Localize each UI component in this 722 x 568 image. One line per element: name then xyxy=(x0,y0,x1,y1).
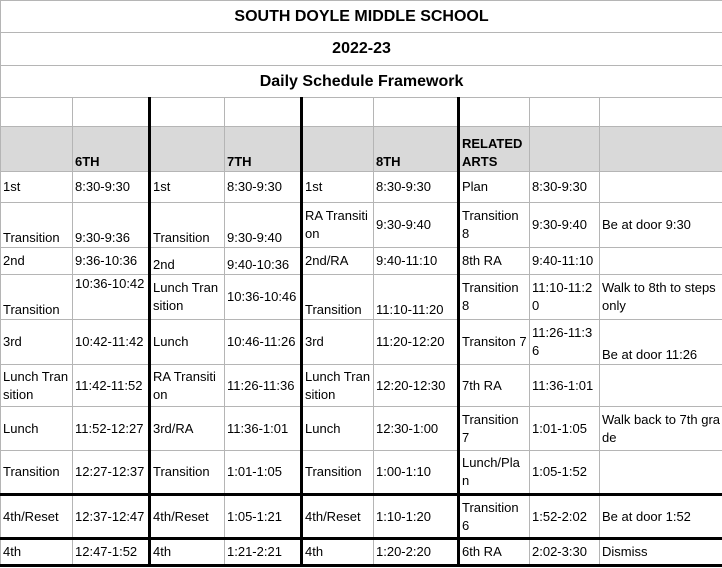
cell-7th-time: 8:30-9:30 xyxy=(225,172,302,203)
cell-7th-period: Transition xyxy=(150,451,225,495)
cell-8th-period: 1st xyxy=(302,172,374,203)
cell-ra-note xyxy=(600,451,722,495)
cell-ra-time: 9:30-9:40 xyxy=(530,203,600,248)
cell-7th-time: 11:36-1:01 xyxy=(225,407,302,451)
cell-7th-period: Lunch xyxy=(150,320,225,365)
cell-6th-time: 9:36-10:36 xyxy=(73,248,150,275)
cell-ra-period: Transition 8 xyxy=(459,203,530,248)
cell-7th-time: 1:05-1:21 xyxy=(225,495,302,539)
cell-ra-period: 8th RA xyxy=(459,248,530,275)
table-row xyxy=(1,365,722,407)
header-8th: 8TH xyxy=(374,127,459,172)
table-row xyxy=(1,495,722,539)
cell-ra-time: 1:52-2:02 xyxy=(530,495,600,539)
cell-7th-period: 2nd xyxy=(150,248,225,275)
cell-8th-time: 9:30-9:40 xyxy=(374,203,459,248)
cell-ra-period: Plan xyxy=(459,172,530,203)
cell-6th-time: 9:30-9:36 xyxy=(73,203,150,248)
table-row xyxy=(1,539,722,566)
cell-6th-period: Transition xyxy=(1,203,73,248)
cell-ra-time: 8:30-9:30 xyxy=(530,172,600,203)
schedule-title: Daily Schedule Framework xyxy=(1,66,722,98)
cell-8th-time: 12:30-1:00 xyxy=(374,407,459,451)
table-row xyxy=(1,172,722,203)
cell-8th-period: 3rd xyxy=(302,320,374,365)
cell-ra-note xyxy=(600,248,722,275)
cell-6th-time: 10:42-11:42 xyxy=(73,320,150,365)
header-row xyxy=(1,127,722,172)
cell-ra-note xyxy=(600,172,722,203)
cell-6th-time: 11:52-12:27 xyxy=(73,407,150,451)
cell-ra-time: 2:02-3:30 xyxy=(530,539,600,566)
cell-7th-period: 4th xyxy=(150,539,225,566)
cell-8th-time: 1:10-1:20 xyxy=(374,495,459,539)
cell-8th-time: 8:30-9:30 xyxy=(374,172,459,203)
table-row xyxy=(1,407,722,451)
cell-7th-time: 1:01-1:05 xyxy=(225,451,302,495)
cell-7th-period: Lunch Transition xyxy=(150,275,225,320)
cell-7th-time: 10:36-10:46 xyxy=(225,275,302,320)
cell-ra-note: Dismiss xyxy=(600,539,722,566)
cell-6th-time: 11:42-11:52 xyxy=(73,365,150,407)
cell-6th-time: 12:37-12:47 xyxy=(73,495,150,539)
cell-7th-time: 11:26-11:36 xyxy=(225,365,302,407)
cell-6th-period: Lunch xyxy=(1,407,73,451)
cell-8th-period: Transition xyxy=(302,451,374,495)
cell-ra-period: Lunch/Plan xyxy=(459,451,530,495)
cell-7th-period: 1st xyxy=(150,172,225,203)
cell-8th-period: RA Transition xyxy=(302,203,374,248)
table-row xyxy=(1,451,722,495)
cell-ra-time: 1:01-1:05 xyxy=(530,407,600,451)
cell-8th-time: 11:10-11:20 xyxy=(374,275,459,320)
cell-6th-period: 4th/Reset xyxy=(1,495,73,539)
cell-ra-time: 11:36-1:01 xyxy=(530,365,600,407)
cell-8th-time: 1:20-2:20 xyxy=(374,539,459,566)
cell-ra-period: Transition 6 xyxy=(459,495,530,539)
cell-7th-period: RA Transition xyxy=(150,365,225,407)
header-6th: 6TH xyxy=(73,127,150,172)
cell-ra-note: Walk to 8th to steps only xyxy=(600,275,722,320)
cell-ra-time: 1:05-1:52 xyxy=(530,451,600,495)
cell-8th-time: 9:40-11:10 xyxy=(374,248,459,275)
cell-7th-period: 4th/Reset xyxy=(150,495,225,539)
cell-ra-period: 6th RA xyxy=(459,539,530,566)
schedule-body xyxy=(1,172,722,566)
cell-ra-period: Transiton 7 xyxy=(459,320,530,365)
cell-6th-time: 8:30-9:30 xyxy=(73,172,150,203)
header-related-arts: RELATED ARTS xyxy=(459,127,530,172)
cell-ra-note xyxy=(600,365,722,407)
cell-ra-period: 7th RA xyxy=(459,365,530,407)
cell-7th-period: Transition xyxy=(150,203,225,248)
cell-8th-period: 4th/Reset xyxy=(302,495,374,539)
school-year: 2022-23 xyxy=(1,33,722,66)
table-row xyxy=(1,320,722,365)
table-row xyxy=(1,275,722,320)
cell-8th-period: 4th xyxy=(302,539,374,566)
header-7th: 7TH xyxy=(225,127,302,172)
cell-ra-note: Walk back to 7th grade xyxy=(600,407,722,451)
cell-6th-period: Lunch Transition xyxy=(1,365,73,407)
cell-8th-period: 2nd/RA xyxy=(302,248,374,275)
cell-7th-time: 9:30-9:40 xyxy=(225,203,302,248)
cell-ra-note: Be at door 11:26 xyxy=(600,320,722,365)
cell-6th-period: 4th xyxy=(1,539,73,566)
cell-6th-period: 3rd xyxy=(1,320,73,365)
cell-6th-period: 2nd xyxy=(1,248,73,275)
cell-ra-note: Be at door 9:30 xyxy=(600,203,722,248)
school-name: SOUTH DOYLE MIDDLE SCHOOL xyxy=(1,1,722,33)
cell-8th-time: 1:00-1:10 xyxy=(374,451,459,495)
cell-7th-time: 1:21-2:21 xyxy=(225,539,302,566)
table-row xyxy=(1,203,722,248)
cell-ra-period: Transition 8 xyxy=(459,275,530,320)
cell-8th-time: 12:20-12:30 xyxy=(374,365,459,407)
cell-7th-period: 3rd/RA xyxy=(150,407,225,451)
cell-6th-time: 12:47-1:52 xyxy=(73,539,150,566)
cell-7th-time: 9:40-10:36 xyxy=(225,248,302,275)
spacer-row xyxy=(1,98,722,127)
cell-ra-note: Be at door 1:52 xyxy=(600,495,722,539)
cell-8th-time: 11:20-12:20 xyxy=(374,320,459,365)
cell-8th-period: Lunch xyxy=(302,407,374,451)
cell-6th-period: 1st xyxy=(1,172,73,203)
cell-6th-time: 10:36-10:42 xyxy=(73,275,150,320)
cell-7th-time: 10:46-11:26 xyxy=(225,320,302,365)
cell-6th-period: Transition xyxy=(1,275,73,320)
cell-ra-time: 11:10-11:20 xyxy=(530,275,600,320)
cell-8th-period: Lunch Transition xyxy=(302,365,374,407)
cell-ra-period: Transition 7 xyxy=(459,407,530,451)
cell-ra-time: 11:26-11:36 xyxy=(530,320,600,365)
cell-6th-period: Transition xyxy=(1,451,73,495)
cell-ra-time: 9:40-11:10 xyxy=(530,248,600,275)
cell-8th-period: Transition xyxy=(302,275,374,320)
cell-6th-time: 12:27-12:37 xyxy=(73,451,150,495)
table-row xyxy=(1,248,722,275)
